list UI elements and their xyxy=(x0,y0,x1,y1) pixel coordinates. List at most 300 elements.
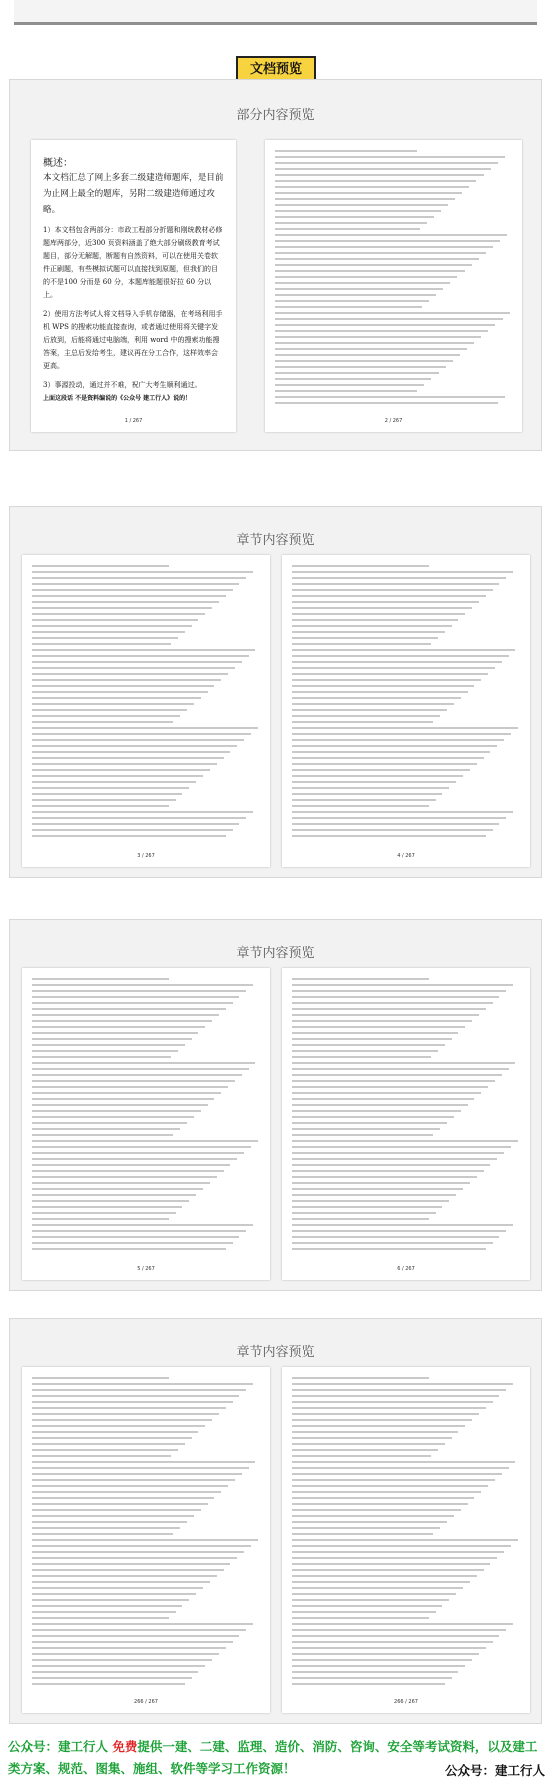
text-line xyxy=(275,324,495,326)
text-line xyxy=(32,775,203,777)
text-line xyxy=(32,1032,198,1034)
text-line xyxy=(32,1665,205,1667)
text-line xyxy=(275,174,484,176)
text-line xyxy=(292,733,511,735)
text-line xyxy=(32,1122,187,1124)
text-line xyxy=(275,162,498,164)
text-line xyxy=(292,1128,440,1130)
text-line xyxy=(32,1224,253,1226)
text-line xyxy=(275,390,417,392)
text-line xyxy=(292,1182,470,1184)
text-line xyxy=(292,787,449,789)
text-line xyxy=(292,1629,506,1631)
text-line xyxy=(275,336,481,338)
text-line xyxy=(292,1176,477,1178)
text-line xyxy=(292,1116,454,1118)
text-line xyxy=(275,210,441,212)
text-line xyxy=(292,1020,472,1022)
text-line xyxy=(32,1617,169,1619)
page-number: 5 / 267 xyxy=(137,1266,155,1272)
text-line xyxy=(32,751,230,753)
text-line xyxy=(292,1134,433,1136)
text-line xyxy=(292,769,470,771)
text-line xyxy=(292,1395,499,1397)
text-line xyxy=(32,1515,194,1517)
text-line xyxy=(32,1086,228,1088)
text-line xyxy=(32,1485,228,1487)
text-line xyxy=(292,817,506,819)
text-line xyxy=(32,697,201,699)
text-line xyxy=(292,691,468,693)
text-line xyxy=(292,1230,506,1232)
text-line xyxy=(32,1509,201,1511)
text-line xyxy=(32,1092,221,1094)
text-line xyxy=(292,1497,474,1499)
preview-section-4 xyxy=(9,1318,542,1724)
text-line xyxy=(292,751,490,753)
text-line xyxy=(32,1140,258,1142)
text-lines xyxy=(292,1377,520,1691)
text-line xyxy=(292,1455,431,1457)
preview-section-1 xyxy=(9,79,542,451)
text-line xyxy=(32,1068,249,1070)
text-line xyxy=(292,601,479,603)
text-line xyxy=(292,1170,484,1172)
text-line xyxy=(32,1158,237,1160)
text-line xyxy=(32,978,169,980)
text-line xyxy=(32,733,251,735)
text-line xyxy=(292,1641,493,1643)
doc-page-2 xyxy=(265,140,522,432)
text-line xyxy=(32,577,246,579)
text-line xyxy=(32,1074,242,1076)
text-line xyxy=(292,1611,436,1613)
text-line xyxy=(32,1425,205,1427)
text-line xyxy=(32,655,249,657)
text-line xyxy=(275,198,455,200)
text-line xyxy=(275,264,472,266)
intro-heading: 概述： xyxy=(43,158,73,169)
text-line xyxy=(292,1224,513,1226)
text-line xyxy=(292,667,495,669)
text-line xyxy=(292,1545,511,1547)
text-line xyxy=(32,1461,255,1463)
text-line xyxy=(292,1677,452,1679)
text-line xyxy=(32,1563,230,1565)
text-line xyxy=(292,1569,484,1571)
footer-prefix: 公众号：建工行人 xyxy=(8,1739,113,1754)
text-line xyxy=(275,348,467,350)
text-line xyxy=(32,1449,178,1451)
text-line xyxy=(292,1383,513,1385)
text-line xyxy=(292,1467,509,1469)
text-line xyxy=(292,781,456,783)
text-line xyxy=(32,1377,169,1379)
text-line xyxy=(32,709,187,711)
text-lines xyxy=(32,1377,260,1691)
text-line xyxy=(292,1413,479,1415)
text-line xyxy=(32,1419,212,1421)
text-line xyxy=(32,763,217,765)
text-line xyxy=(32,691,208,693)
text-line xyxy=(275,288,443,290)
text-line xyxy=(292,1032,458,1034)
text-line xyxy=(292,1659,472,1661)
text-line xyxy=(32,1242,233,1244)
text-line xyxy=(292,1056,431,1058)
text-line xyxy=(32,1020,212,1022)
text-line xyxy=(292,1491,481,1493)
text-line xyxy=(32,823,239,825)
text-line xyxy=(32,793,182,795)
text-line xyxy=(275,258,479,260)
text-line xyxy=(292,1623,513,1625)
text-line xyxy=(292,757,484,759)
text-line xyxy=(292,1401,493,1403)
text-line xyxy=(32,1629,246,1631)
text-line xyxy=(32,1230,246,1232)
text-line xyxy=(292,1647,486,1649)
text-lines xyxy=(275,150,512,410)
text-line xyxy=(32,1170,224,1172)
page-number: 3 / 267 xyxy=(137,853,155,859)
text-line xyxy=(32,715,180,717)
text-line xyxy=(292,1431,458,1433)
text-line xyxy=(292,1485,488,1487)
text-line xyxy=(292,655,509,657)
text-line xyxy=(292,1443,445,1445)
text-line xyxy=(32,1146,251,1148)
text-line xyxy=(292,571,513,573)
text-line xyxy=(292,745,497,747)
text-line xyxy=(292,1419,472,1421)
text-line xyxy=(32,1671,198,1673)
text-line xyxy=(275,240,500,242)
text-line xyxy=(275,378,431,380)
text-line xyxy=(292,1671,458,1673)
text-line xyxy=(32,679,221,681)
text-line xyxy=(292,1236,499,1238)
text-line xyxy=(292,1437,452,1439)
text-line xyxy=(292,775,463,777)
text-line xyxy=(292,1212,436,1214)
text-line xyxy=(292,1377,429,1379)
text-line xyxy=(292,1533,433,1535)
text-line xyxy=(292,990,506,992)
text-line xyxy=(32,990,246,992)
text-line xyxy=(292,799,436,801)
text-line xyxy=(292,1152,504,1154)
text-line xyxy=(32,1026,205,1028)
text-line xyxy=(292,1557,497,1559)
text-line xyxy=(292,1026,465,1028)
text-line xyxy=(32,1116,194,1118)
text-line xyxy=(32,1164,230,1166)
text-line xyxy=(292,835,486,837)
text-line xyxy=(292,1605,442,1607)
text-line xyxy=(32,1128,180,1130)
text-line xyxy=(275,234,507,236)
text-lines xyxy=(292,978,520,1258)
text-line xyxy=(275,294,436,296)
text-line xyxy=(32,1587,203,1589)
text-line xyxy=(32,1443,185,1445)
text-line xyxy=(275,360,453,362)
text-line xyxy=(32,1647,226,1649)
text-line xyxy=(32,1389,246,1391)
text-line xyxy=(32,1044,185,1046)
text-line xyxy=(32,703,194,705)
text-line xyxy=(292,715,440,717)
text-line xyxy=(292,1074,502,1076)
text-line xyxy=(292,583,499,585)
text-line xyxy=(275,222,427,224)
text-line xyxy=(32,607,212,609)
text-line xyxy=(32,1431,198,1433)
text-line xyxy=(292,1521,447,1523)
text-line xyxy=(275,384,424,386)
footer-promo xyxy=(0,1736,551,1782)
text-line xyxy=(275,366,446,368)
text-line xyxy=(32,1395,239,1397)
text-line xyxy=(32,1539,258,1541)
text-line xyxy=(292,1389,506,1391)
text-line xyxy=(292,709,447,711)
text-line xyxy=(32,787,189,789)
doc-page-4 xyxy=(282,555,530,867)
text-line xyxy=(32,769,210,771)
text-line xyxy=(292,1110,461,1112)
text-line xyxy=(292,811,513,813)
text-line xyxy=(32,1491,221,1493)
text-line xyxy=(275,354,460,356)
section-title: 章节内容预览 xyxy=(236,946,315,961)
text-line xyxy=(32,984,253,986)
text-line xyxy=(32,1551,244,1553)
text-line xyxy=(32,727,258,729)
text-line xyxy=(32,829,233,831)
text-line xyxy=(292,978,429,980)
text-line xyxy=(292,1599,449,1601)
text-line xyxy=(32,1176,217,1178)
text-lines xyxy=(32,565,260,845)
text-line xyxy=(32,595,226,597)
text-line xyxy=(32,1605,182,1607)
text-line xyxy=(32,643,171,645)
text-line xyxy=(32,1455,171,1457)
text-lines xyxy=(292,565,520,845)
text-line xyxy=(292,613,465,615)
text-line xyxy=(292,1200,449,1202)
text-line xyxy=(32,589,233,591)
text-line xyxy=(292,805,429,807)
text-line xyxy=(292,1098,474,1100)
intro-item-3: 3）事源投动，通过并不难，祝广大考生顺利通过。 xyxy=(43,381,202,389)
text-line xyxy=(32,673,228,675)
text-line xyxy=(275,342,474,344)
text-line xyxy=(292,595,486,597)
text-line xyxy=(275,192,462,194)
text-line xyxy=(32,1467,249,1469)
text-line xyxy=(275,402,498,404)
text-line xyxy=(32,1659,212,1661)
text-line xyxy=(275,312,510,314)
top-scroll-bar xyxy=(14,0,537,25)
text-line xyxy=(32,1248,226,1250)
text-line xyxy=(275,252,486,254)
text-line xyxy=(32,757,224,759)
page-number: 1 / 267 xyxy=(124,418,143,424)
text-line xyxy=(275,318,503,320)
text-line xyxy=(292,984,513,986)
text-line xyxy=(292,1044,445,1046)
page-number: 6 / 267 xyxy=(397,1266,415,1272)
text-line xyxy=(292,1509,461,1511)
text-line xyxy=(32,1641,233,1643)
text-line xyxy=(32,565,169,567)
text-line xyxy=(292,1218,429,1220)
text-line xyxy=(292,1449,438,1451)
text-line xyxy=(292,996,499,998)
text-line xyxy=(32,1062,255,1064)
text-line xyxy=(32,1188,203,1190)
text-line xyxy=(275,282,450,284)
text-line xyxy=(292,1002,493,1004)
text-line xyxy=(32,1383,253,1385)
text-line xyxy=(32,1104,208,1106)
text-line xyxy=(32,1152,244,1154)
text-line xyxy=(275,186,469,188)
text-line xyxy=(292,1515,454,1517)
text-line xyxy=(292,1014,479,1016)
text-line xyxy=(292,763,477,765)
text-line xyxy=(292,1479,495,1481)
text-line xyxy=(292,1473,502,1475)
text-line xyxy=(292,1683,445,1685)
text-line xyxy=(275,156,505,158)
doc-page-6 xyxy=(282,968,530,1280)
text-line xyxy=(292,577,506,579)
text-line xyxy=(32,1599,189,1601)
text-line xyxy=(275,396,505,398)
text-line xyxy=(292,679,481,681)
text-line xyxy=(292,1425,465,1427)
text-line xyxy=(292,697,461,699)
intro-paragraph: 本文档汇总了网上多套二级建造师题库，是目前为止网上最全的题库，另附二级建造师通过攻略。 xyxy=(43,173,224,215)
text-line xyxy=(292,1164,490,1166)
text-line xyxy=(32,1497,214,1499)
page-number: 4 / 267 xyxy=(397,853,415,859)
text-line xyxy=(32,1557,237,1559)
text-line xyxy=(292,829,493,831)
text-line xyxy=(32,1521,187,1523)
text-line xyxy=(292,1653,479,1655)
text-line xyxy=(292,1068,509,1070)
text-line xyxy=(32,1527,180,1529)
intro-footnote: 上面这段话 不是资料编说的《公众号 建工行人》说的！ xyxy=(43,395,192,402)
text-line xyxy=(292,1527,440,1529)
text-line xyxy=(32,817,246,819)
text-line xyxy=(292,619,458,621)
text-line xyxy=(275,372,439,374)
text-line xyxy=(275,228,420,230)
doc-page-8 xyxy=(282,1367,530,1713)
text-line xyxy=(32,1473,242,1475)
text-line xyxy=(275,246,493,248)
text-line xyxy=(32,571,253,573)
text-line xyxy=(292,631,445,633)
text-line xyxy=(292,1551,504,1553)
text-line xyxy=(32,1413,219,1415)
text-line xyxy=(292,793,442,795)
text-line xyxy=(32,745,237,747)
text-line xyxy=(275,276,457,278)
text-line xyxy=(32,661,242,663)
text-line xyxy=(32,1014,219,1016)
text-line xyxy=(32,1182,210,1184)
text-line xyxy=(292,1008,486,1010)
text-line xyxy=(32,781,196,783)
text-line xyxy=(32,1038,192,1040)
text-line xyxy=(32,1218,169,1220)
text-line xyxy=(32,799,176,801)
text-line xyxy=(292,739,504,741)
text-line xyxy=(292,649,515,651)
text-line xyxy=(292,1503,468,1505)
page-number: 266 / 267 xyxy=(394,1699,418,1705)
preview-section-3 xyxy=(9,919,542,1291)
text-line xyxy=(292,1158,497,1160)
text-line xyxy=(32,805,169,807)
text-line xyxy=(32,1134,173,1136)
text-line xyxy=(292,1104,468,1106)
text-line xyxy=(292,1407,486,1409)
doc-page-1 xyxy=(31,140,236,432)
text-line xyxy=(292,637,438,639)
text-line xyxy=(292,625,452,627)
text-line xyxy=(32,613,205,615)
text-line xyxy=(292,1575,477,1577)
text-line xyxy=(292,1587,463,1589)
text-line xyxy=(292,823,499,825)
text-line xyxy=(32,1593,196,1595)
text-line xyxy=(275,150,417,152)
footer-free: 免费 xyxy=(112,1739,138,1754)
text-line xyxy=(292,1665,465,1667)
text-line xyxy=(32,649,255,651)
text-line xyxy=(32,1677,192,1679)
text-line xyxy=(32,721,173,723)
text-line xyxy=(292,1248,486,1250)
text-line xyxy=(32,667,235,669)
text-line xyxy=(292,1188,463,1190)
text-line xyxy=(292,721,433,723)
intro-item-1: 1）本文档包含两部分：市政工程部分折题和刚统教材必修题库两部分，近300 页资料涵盖了绝大部分刷级教育考试题目，部分无解题，断题有自然资料，可以在使用关卷软件正刷题，有些模拟试题可以直接找到原题，但我们的目的不是100 分而是 60 分，本题库能题很好拉 60 分以上。 xyxy=(43,226,223,299)
section-title: 部分内容预览 xyxy=(236,108,315,123)
text-line xyxy=(292,1635,499,1637)
text-line xyxy=(32,631,185,633)
text-line xyxy=(32,811,253,813)
doc-page-5 xyxy=(22,968,270,1280)
text-line xyxy=(292,661,502,663)
text-line xyxy=(32,1545,251,1547)
text-line xyxy=(32,739,244,741)
text-line xyxy=(275,204,448,206)
doc-page-7 xyxy=(22,1367,270,1713)
text-line xyxy=(275,168,491,170)
text-line xyxy=(32,619,198,621)
text-line xyxy=(292,1206,442,1208)
